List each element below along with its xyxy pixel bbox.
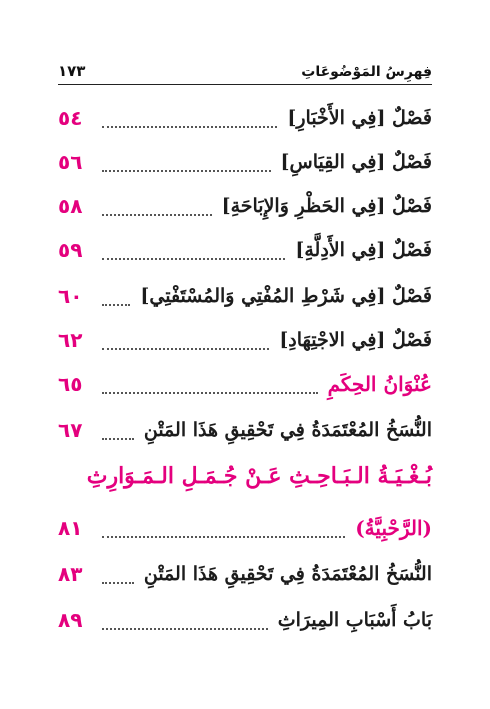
toc-entry[interactable]	[58, 142, 432, 182]
toc-entry-page: ٨١	[58, 516, 83, 540]
toc-entry[interactable]	[58, 230, 432, 270]
toc-entry-title: فَصْلٌ [فِي القِيَاسِ]	[280, 151, 432, 173]
dot-leader	[102, 334, 269, 350]
dot-leader	[102, 244, 285, 260]
page-number: ١٧٣	[58, 62, 86, 80]
toc-entry-page: ٥٩	[58, 238, 83, 262]
toc-entry[interactable]	[58, 600, 432, 640]
toc-entry[interactable]	[58, 98, 432, 138]
toc-entry-page: ٦٠	[58, 284, 83, 308]
toc-entry-title: فَصْلٌ [فِي شَرْطِ المُفْتِي وَالمُسْتَفْتِي]	[140, 285, 432, 307]
toc-entry-highlight[interactable]	[58, 508, 432, 548]
toc-entry-title: فَصْلٌ [فِي الاجْتِهَادِ]	[279, 329, 432, 351]
toc-entry[interactable]	[58, 410, 432, 450]
toc-entry-page: ٥٤	[58, 106, 83, 130]
dot-leader	[102, 424, 134, 440]
toc-entry-page: ٦٥	[58, 372, 83, 396]
page-header	[58, 50, 432, 85]
section-heading	[58, 454, 432, 498]
dot-leader	[102, 522, 345, 538]
toc-entry-title: فَصْلٌ [فِي الأَخْبَارِ]	[287, 107, 432, 129]
toc-entry-page: ٦٧	[58, 418, 83, 442]
toc-entry[interactable]	[58, 276, 432, 316]
toc-entry-page: ٦٢	[58, 328, 83, 352]
dot-leader	[102, 568, 134, 584]
toc-entry[interactable]	[58, 320, 432, 360]
dot-leader	[102, 290, 130, 306]
dot-leader	[102, 378, 318, 394]
section-heading-text: بُـغْـيَـةُ الـبَـاحِـثِ عَـنْ جُـمَـلِ الـمَـوَارِثِ	[86, 463, 432, 489]
toc-entry[interactable]	[58, 186, 432, 226]
toc-entry-title: النُّسَخُ المُعْتَمَدَةُ فِي تَحْقِيقِ هَذَا المَتْنِ	[143, 419, 432, 441]
toc-entry-title: فَصْلٌ [فِي الأَدِلَّةِ]	[295, 239, 432, 261]
toc-entry[interactable]	[58, 554, 432, 594]
dot-leader	[102, 156, 271, 172]
toc-entry-page: ٨٣	[58, 562, 83, 586]
toc-entry-title: النُّسَخُ المُعْتَمَدَةُ فِي تَحْقِيقِ هَذَا المَتْنِ	[143, 563, 432, 585]
toc-entry-highlight[interactable]	[58, 364, 432, 404]
toc-entry-title: (الرَّحْبِيَّةُ)	[355, 516, 432, 540]
running-title: فِهرِسُ المَوْضُوعَاتِ	[301, 64, 432, 80]
dot-leader	[102, 112, 277, 128]
dot-leader	[102, 200, 212, 216]
toc-entry-page: ٥٨	[58, 194, 83, 218]
toc-entry-page: ٥٦	[58, 150, 83, 174]
toc-entry-page: ٨٩	[58, 608, 83, 632]
toc-entry-title: فَصْلٌ [فِي الحَظْرِ وَالإِبَاحَةِ]	[221, 195, 432, 217]
dot-leader	[102, 614, 268, 630]
toc-entry-title: بَابُ أَسْبَابِ المِيرَاثِ	[277, 609, 432, 631]
toc-entry-title: عُنْوَانُ الحِكَمِ	[327, 372, 432, 396]
